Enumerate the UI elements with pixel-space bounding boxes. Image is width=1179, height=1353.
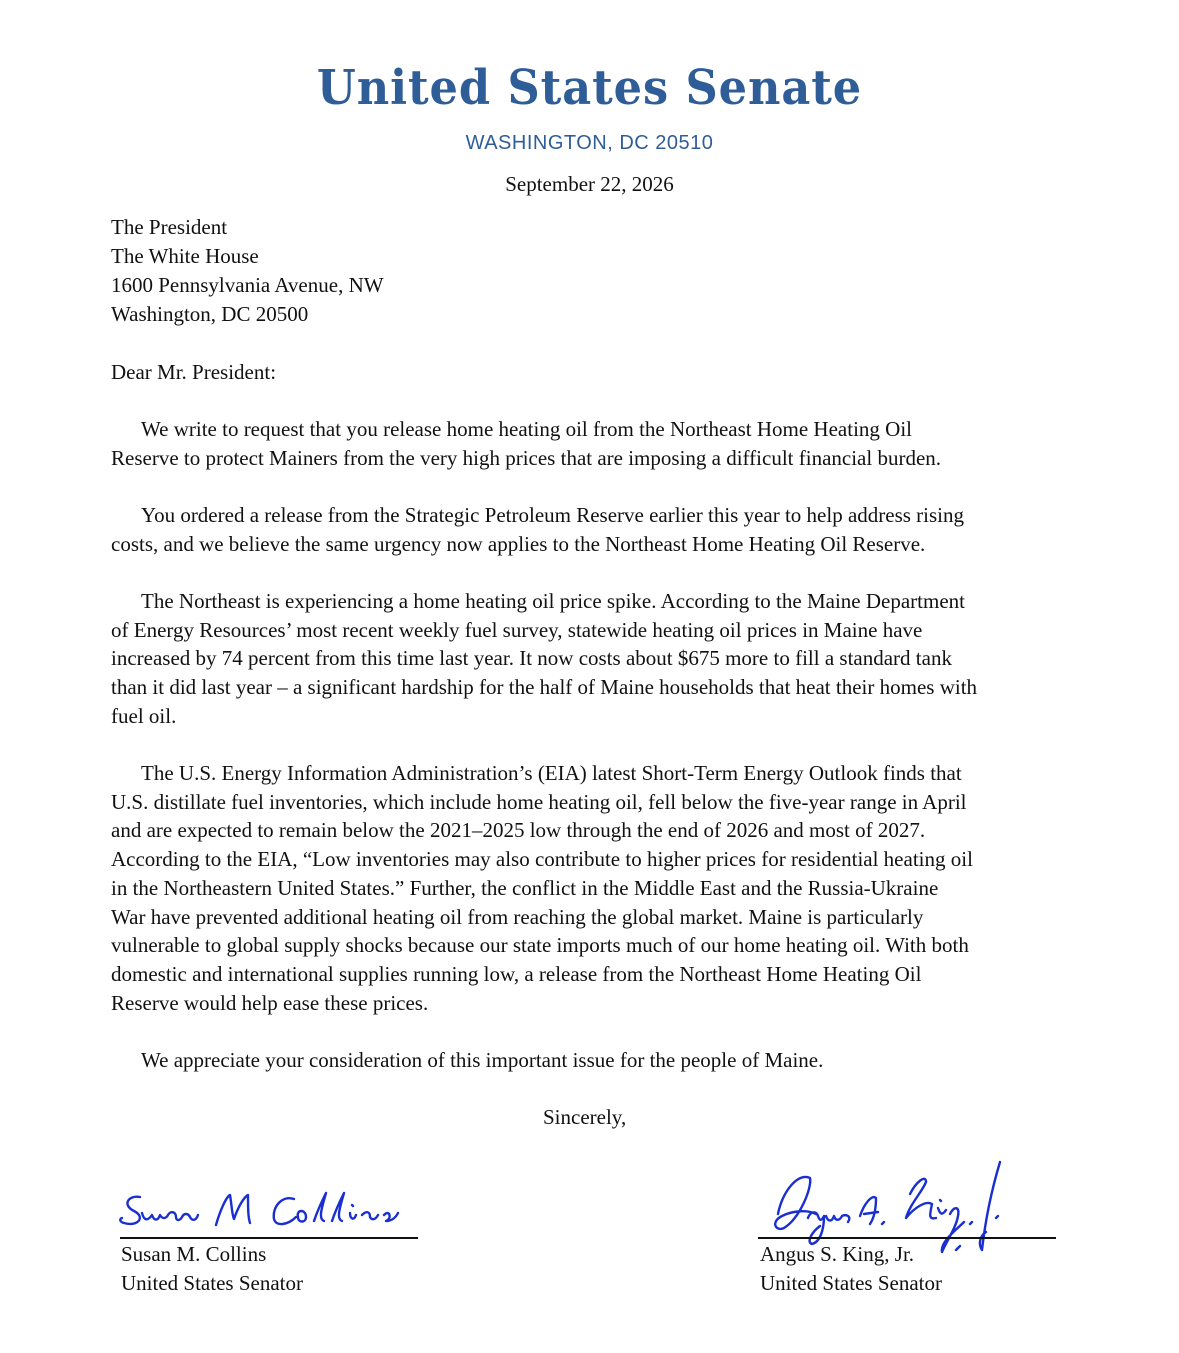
recipient-line-2: The White House [111,244,259,268]
king-title: United States Senator [760,1271,942,1295]
salutation: Dear Mr. President: [111,360,277,384]
paragraph-line: Reserve to protect Mainers from the very high prices that are imposing a difficult financial burden. [111,445,942,470]
collins-name: Susan M. Collins [121,1242,267,1266]
paragraph-line: We appreciate your consideration of this important issue for the people of Maine. [141,1048,824,1072]
paragraph-line: Reserve would help ease these prices. [111,990,429,1015]
paragraph-line: of Energy Resources’ most recent weekly fuel survey, statewide heating oil prices in Maine have [111,617,923,642]
paragraph-1 [111,415,1111,472]
paragraph-line: vulnerable to global supply shocks because our state imports much of our home heating oil. With both [111,933,969,958]
recipient-line-4: Washington, DC 20500 [111,302,309,326]
paragraph-3 [111,587,1111,731]
paragraph-line: According to the EIA, “Low inventories may also contribute to higher prices for residential heating oil [111,847,973,872]
paragraph-line: War have prevented additional heating oil from reaching the global market. Maine is particularly [111,904,924,929]
paragraph-line: increased by 74 percent from this time last year. It now costs about $675 more to fill a standard tank [111,646,952,671]
paragraph-line: U.S. distillate fuel inventories, which include home heating oil, fell below the five-year range in April [111,789,967,814]
paragraph-line: than it did last year – a significant hardship for the half of Maine households that heat their homes with [111,675,978,700]
closing: Sincerely, [543,1105,627,1129]
paragraph-4 [111,759,1111,1017]
paragraph-line: fuel oil. [111,703,177,728]
paragraph-5 [111,1046,1111,1075]
paragraph-line: The U.S. Energy Information Administration’s (EIA) latest Short-Term Energy Outlook finds that [141,761,962,785]
recipient-line-1: The President [111,215,228,239]
paragraph-line: costs, and we believe the same urgency now applies to the Northeast Home Heating Oil Reserve. [111,531,926,556]
letter-date: September 22, 2026 [505,172,674,196]
paragraph-2 [111,501,1111,558]
paragraph-line: We write to request that you release home heating oil from the Northeast Home Heating Oil [141,417,912,441]
letterhead-title: United States Senate [316,60,863,116]
paragraph-line: domestic and international supplies running low, a release from the Northeast Home Heating Oil [111,961,922,986]
collins-title: United States Senator [121,1271,303,1295]
paragraph-line: and are expected to remain below the 2021–2025 low through the end of 2026 and most of 2027. [111,818,926,843]
king-name: Angus S. King, Jr. [760,1242,915,1266]
paragraph-line: You ordered a release from the Strategic Petroleum Reserve earlier this year to help address rising [141,503,965,527]
collins-signature [118,1185,418,1237]
letterhead-location: WASHINGTON, DC 20510 [465,132,714,154]
recipient-line-3: 1600 Pennsylvania Avenue, NW [111,273,384,297]
paragraph-line: The Northeast is experiencing a home heating oil price spike. According to the Maine Department [141,589,965,613]
paragraph-line: in the Northeastern United States.” Further, the conflict in the Middle East and the Russia-Ukraine [111,875,939,900]
